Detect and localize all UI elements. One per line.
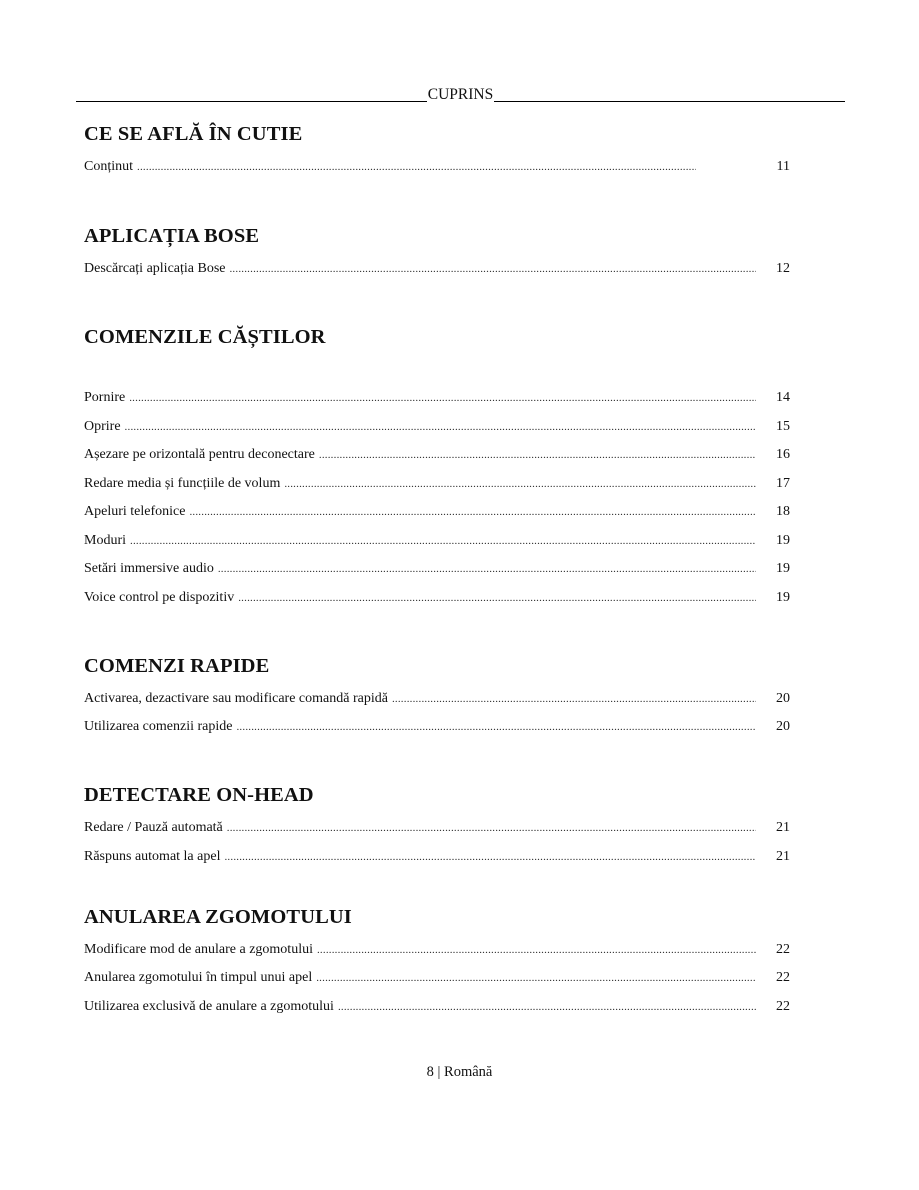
entry-label: Redare / Pauză automată bbox=[84, 820, 223, 835]
toc-section bbox=[84, 224, 790, 248]
dot-leader bbox=[236, 717, 756, 737]
section-heading: ANULAREA ZGOMOTULUI bbox=[84, 906, 352, 928]
header-rule-right bbox=[494, 101, 845, 102]
toc-entry[interactable] bbox=[84, 717, 790, 737]
entry-page-number: 21 bbox=[776, 820, 790, 835]
section-heading: COMENZILE CĂȘTILOR bbox=[84, 326, 326, 348]
dot-leader bbox=[317, 940, 756, 960]
entry-page-number: 19 bbox=[776, 533, 790, 548]
section-heading: CE SE AFLĂ ÎN CUTIE bbox=[84, 123, 303, 145]
toc-entry[interactable] bbox=[84, 259, 790, 279]
dot-leader bbox=[238, 588, 756, 608]
entry-label: Descărcați aplicația Bose bbox=[84, 261, 226, 276]
entry-label: Utilizarea exclusivă de anulare a zgomotului bbox=[84, 999, 334, 1014]
toc-section bbox=[84, 654, 790, 678]
dot-leader bbox=[319, 445, 756, 465]
toc-entry[interactable] bbox=[84, 968, 790, 988]
dot-leader bbox=[316, 968, 756, 988]
entry-label: Utilizarea comenzii rapide bbox=[84, 719, 233, 734]
entry-page-number: 22 bbox=[776, 942, 790, 957]
header-rule-left bbox=[76, 101, 427, 102]
toc-entry[interactable] bbox=[84, 502, 790, 522]
entry-page-number: 19 bbox=[776, 590, 790, 605]
page-footer: 8 | Română bbox=[426, 1064, 493, 1080]
toc-section bbox=[84, 122, 790, 146]
dot-leader bbox=[125, 417, 756, 437]
entry-page-number: 21 bbox=[776, 849, 790, 864]
entry-page-number: 20 bbox=[776, 719, 790, 734]
dot-leader bbox=[227, 818, 756, 838]
toc-entry[interactable] bbox=[84, 997, 790, 1017]
toc-entry[interactable] bbox=[84, 474, 790, 494]
toc-entry[interactable] bbox=[84, 157, 790, 177]
toc-entry[interactable] bbox=[84, 531, 790, 551]
toc-section bbox=[84, 325, 790, 349]
entry-page-number: 19 bbox=[776, 561, 790, 576]
entry-label: Oprire bbox=[84, 419, 121, 434]
toc-entry[interactable] bbox=[84, 559, 790, 579]
entry-page-number: 15 bbox=[776, 419, 790, 434]
entry-label: Modificare mod de anulare a zgomotului bbox=[84, 942, 313, 957]
toc-entry[interactable] bbox=[84, 940, 790, 960]
dot-leader bbox=[130, 531, 756, 551]
entry-page-number: 12 bbox=[776, 261, 790, 276]
entry-label: Anularea zgomotului în timpul unui apel bbox=[84, 970, 313, 985]
toc-entry[interactable] bbox=[84, 847, 790, 867]
entry-label: Conținut bbox=[84, 159, 134, 174]
entry-label: Apeluri telefonice bbox=[84, 504, 186, 519]
toc-section bbox=[84, 783, 790, 807]
dot-leader bbox=[129, 388, 756, 408]
dot-leader bbox=[229, 259, 756, 279]
dot-leader bbox=[218, 559, 756, 579]
toc-section bbox=[84, 905, 790, 929]
toc-entry[interactable] bbox=[84, 818, 790, 838]
entry-label: Răspuns automat la apel bbox=[84, 849, 221, 864]
dot-leader bbox=[189, 502, 756, 522]
toc-entry[interactable] bbox=[84, 588, 790, 608]
toc-entry[interactable] bbox=[84, 417, 790, 437]
dot-leader bbox=[224, 847, 756, 867]
entry-label: Redare media și funcțiile de volum bbox=[84, 476, 281, 491]
dot-leader bbox=[392, 689, 756, 709]
entry-page-number: 11 bbox=[776, 159, 790, 174]
entry-page-number: 17 bbox=[776, 476, 790, 491]
entry-label: Moduri bbox=[84, 533, 126, 548]
entry-page-number: 22 bbox=[776, 970, 790, 985]
section-heading: APLICAȚIA BOSE bbox=[84, 225, 260, 247]
entry-page-number: 20 bbox=[776, 691, 790, 706]
entry-page-number: 18 bbox=[776, 504, 790, 519]
section-heading: COMENZI RAPIDE bbox=[84, 655, 270, 677]
page-header bbox=[76, 84, 845, 104]
entry-label: Pornire bbox=[84, 390, 126, 405]
dot-leader bbox=[137, 157, 696, 177]
entry-page-number: 14 bbox=[776, 390, 790, 405]
toc-entry[interactable] bbox=[84, 689, 790, 709]
entry-page-number: 16 bbox=[776, 447, 790, 462]
entry-label: Așezare pe orizontală pentru deconectare bbox=[84, 447, 315, 462]
entry-label: Setări immersive audio bbox=[84, 561, 214, 576]
section-heading: DETECTARE ON-HEAD bbox=[84, 784, 314, 806]
entry-label: Voice control pe dispozitiv bbox=[84, 590, 235, 605]
toc-entry[interactable] bbox=[84, 445, 790, 465]
dot-leader bbox=[284, 474, 756, 494]
entry-page-number: 22 bbox=[776, 999, 790, 1014]
page-title: CUPRINS bbox=[427, 86, 494, 103]
dot-leader bbox=[338, 997, 756, 1017]
entry-label: Activarea, dezactivare sau modificare comandă rapidă bbox=[84, 691, 388, 706]
toc-entry[interactable] bbox=[84, 388, 790, 408]
